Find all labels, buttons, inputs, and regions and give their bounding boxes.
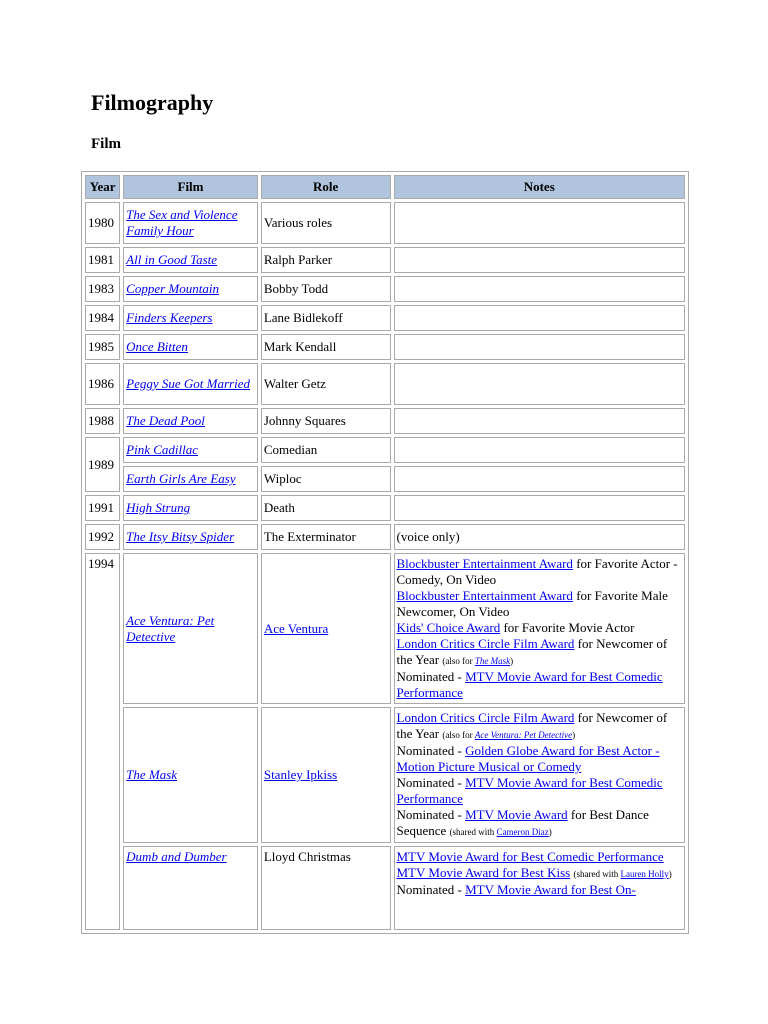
table-row bbox=[85, 408, 685, 434]
film-cell bbox=[123, 247, 258, 273]
table-row bbox=[85, 334, 685, 360]
film-cell bbox=[123, 363, 258, 405]
notes-cell bbox=[394, 408, 686, 434]
note-text: Nominated - bbox=[396, 807, 466, 822]
film-link[interactable]: The Mask bbox=[126, 767, 178, 782]
table-row bbox=[85, 466, 685, 492]
film-link[interactable]: The Mask bbox=[474, 656, 511, 666]
year-cell: 1980 bbox=[85, 202, 120, 244]
film-link[interactable]: Ace Ventura: Pet Detective bbox=[126, 612, 215, 644]
small-note-text: (also for bbox=[442, 656, 475, 666]
film-link[interactable]: Earth Girls Are Easy bbox=[126, 471, 236, 486]
role-cell: The Exterminator bbox=[261, 524, 391, 550]
small-note-text: ) bbox=[668, 869, 672, 879]
role-cell: Lane Bidlekoff bbox=[261, 305, 391, 331]
film-cell bbox=[123, 334, 258, 360]
role-cell: Bobby Todd bbox=[261, 276, 391, 302]
film-link[interactable]: The Itsy Bitsy Spider bbox=[126, 529, 235, 544]
note-text: Nominated - bbox=[396, 743, 466, 758]
note-text: Nominated - bbox=[396, 882, 466, 897]
role-cell: Ralph Parker bbox=[261, 247, 391, 273]
note-text: Nominated - bbox=[396, 775, 466, 790]
year-cell: 1983 bbox=[85, 276, 120, 302]
award-link[interactable]: Kids' Choice Award bbox=[396, 620, 501, 635]
small-note bbox=[442, 656, 513, 666]
role-cell bbox=[261, 707, 391, 843]
notes-cell bbox=[394, 363, 686, 405]
notes-cell bbox=[394, 305, 686, 331]
film-cell bbox=[123, 437, 258, 463]
note-text: Nominated - bbox=[396, 669, 466, 684]
award-link[interactable]: MTV Movie Award bbox=[465, 807, 568, 822]
role-cell: Walter Getz bbox=[261, 363, 391, 405]
film-link[interactable]: The Sex and Violence Family Hour bbox=[126, 207, 238, 238]
small-note-text: (shared with bbox=[573, 869, 621, 879]
note-text: for Favorite Actor - Comedy, On Video bbox=[396, 556, 678, 587]
film-cell bbox=[123, 466, 258, 492]
table-row bbox=[85, 707, 685, 843]
notes-cell bbox=[394, 466, 686, 492]
film-cell bbox=[123, 524, 258, 550]
column-header-year: Year bbox=[85, 175, 120, 199]
person-link[interactable]: Cameron Diaz bbox=[496, 827, 549, 837]
role-cell: Various roles bbox=[261, 202, 391, 244]
film-link[interactable]: Dumb and Dumber bbox=[126, 849, 227, 864]
award-link[interactable]: Golden Globe Award for Best Actor - Motion Picture Musical or Comedy bbox=[396, 743, 660, 774]
year-cell: 1988 bbox=[85, 408, 120, 434]
column-header-film: Film bbox=[123, 175, 258, 199]
table-row bbox=[85, 495, 685, 521]
film-cell bbox=[123, 408, 258, 434]
year-cell: 1984 bbox=[85, 305, 120, 331]
table-row bbox=[85, 247, 685, 273]
small-note-text: (shared with bbox=[449, 827, 497, 837]
notes-cell: (voice only) bbox=[394, 524, 686, 550]
role-cell: Mark Kendall bbox=[261, 334, 391, 360]
page-title: Filmography bbox=[91, 90, 214, 115]
table-header-row bbox=[85, 175, 685, 199]
note-text: for Favorite Movie Actor bbox=[500, 620, 635, 635]
year-cell: 1994 bbox=[85, 553, 120, 930]
award-link[interactable]: MTV Movie Award for Best Comedic Performance bbox=[396, 849, 664, 864]
table-row bbox=[85, 553, 685, 704]
film-cell bbox=[123, 276, 258, 302]
note-text: for Newcomer of the Year bbox=[396, 710, 668, 741]
table-row bbox=[85, 305, 685, 331]
table-row bbox=[85, 202, 685, 244]
award-link[interactable]: MTV Movie Award for Best Kiss bbox=[396, 865, 571, 880]
notes-cell bbox=[394, 247, 686, 273]
notes-cell bbox=[394, 553, 686, 704]
role-cell: Lloyd Christmas bbox=[261, 846, 391, 930]
filmography-table bbox=[81, 171, 689, 934]
film-link[interactable]: Once Bitten bbox=[126, 339, 188, 354]
table-row bbox=[85, 437, 685, 463]
table-row bbox=[85, 524, 685, 550]
award-link[interactable]: Blockbuster Entertainment Award bbox=[396, 556, 573, 571]
column-header-role: Role bbox=[261, 175, 391, 199]
film-cell bbox=[123, 495, 258, 521]
role-cell bbox=[261, 553, 391, 704]
film-link[interactable]: All in Good Taste bbox=[126, 252, 218, 267]
notes-cell bbox=[394, 437, 686, 463]
film-cell bbox=[123, 305, 258, 331]
note-text: for Best Dance Sequence bbox=[396, 807, 649, 838]
film-link[interactable]: Peggy Sue Got Married bbox=[126, 376, 251, 391]
film-link[interactable]: Copper Mountain bbox=[126, 281, 219, 296]
section-heading: Film bbox=[91, 136, 121, 152]
notes-cell bbox=[394, 334, 686, 360]
film-link[interactable]: High Strung bbox=[126, 500, 191, 515]
year-cell: 1985 bbox=[85, 334, 120, 360]
note-text: for Newcomer of the Year bbox=[396, 636, 668, 667]
small-note bbox=[573, 869, 671, 879]
award-link[interactable]: London Critics Circle Film Award bbox=[396, 710, 575, 725]
year-cell: 1986 bbox=[85, 363, 120, 405]
notes-cell bbox=[394, 202, 686, 244]
film-link[interactable]: Pink Cadillac bbox=[126, 442, 199, 457]
notes-cell bbox=[394, 846, 686, 930]
notes-cell bbox=[394, 276, 686, 302]
film-cell bbox=[123, 202, 258, 244]
small-note-text: ) bbox=[548, 827, 552, 837]
film-link[interactable]: The Dead Pool bbox=[126, 413, 205, 428]
film-cell bbox=[123, 707, 258, 843]
award-link[interactable]: London Critics Circle Film Award bbox=[396, 636, 575, 651]
award-link[interactable]: MTV Movie Award for Best Comedic Performance bbox=[396, 775, 663, 806]
person-link[interactable]: Lauren Holly bbox=[620, 869, 669, 879]
film-link[interactable]: Ace Ventura: Pet Detective bbox=[474, 730, 573, 740]
film-cell bbox=[123, 846, 258, 930]
award-link[interactable]: Blockbuster Entertainment Award bbox=[396, 588, 573, 603]
role-cell: Wiploc bbox=[261, 466, 391, 492]
column-header-notes: Notes bbox=[394, 175, 686, 199]
small-note bbox=[442, 730, 575, 740]
table-row bbox=[85, 276, 685, 302]
role-cell: Death bbox=[261, 495, 391, 521]
notes-cell bbox=[394, 495, 686, 521]
small-note bbox=[450, 827, 552, 837]
note-text: for Favorite Male Newcomer, On Video bbox=[396, 588, 668, 619]
role-cell: Johnny Squares bbox=[261, 408, 391, 434]
notes-cell bbox=[394, 707, 686, 843]
small-note-text: ) bbox=[510, 656, 514, 666]
year-cell: 1989 bbox=[85, 437, 120, 492]
film-cell bbox=[123, 553, 258, 704]
small-note-text: (also for bbox=[442, 730, 475, 740]
film-link[interactable]: Finders Keepers bbox=[126, 310, 213, 325]
award-link[interactable]: MTV Movie Award for Best On- bbox=[465, 882, 636, 897]
table-row bbox=[85, 846, 685, 930]
year-cell: 1992 bbox=[85, 524, 120, 550]
role-cell: Comedian bbox=[261, 437, 391, 463]
award-link[interactable]: MTV Movie Award for Best Comedic Performance bbox=[396, 669, 663, 700]
year-cell: 1981 bbox=[85, 247, 120, 273]
role-link[interactable]: Stanley Ipkiss bbox=[263, 767, 338, 782]
small-note-text: ) bbox=[572, 730, 576, 740]
role-link[interactable]: Ace Ventura bbox=[263, 620, 329, 636]
table-row bbox=[85, 363, 685, 405]
year-cell: 1991 bbox=[85, 495, 120, 521]
